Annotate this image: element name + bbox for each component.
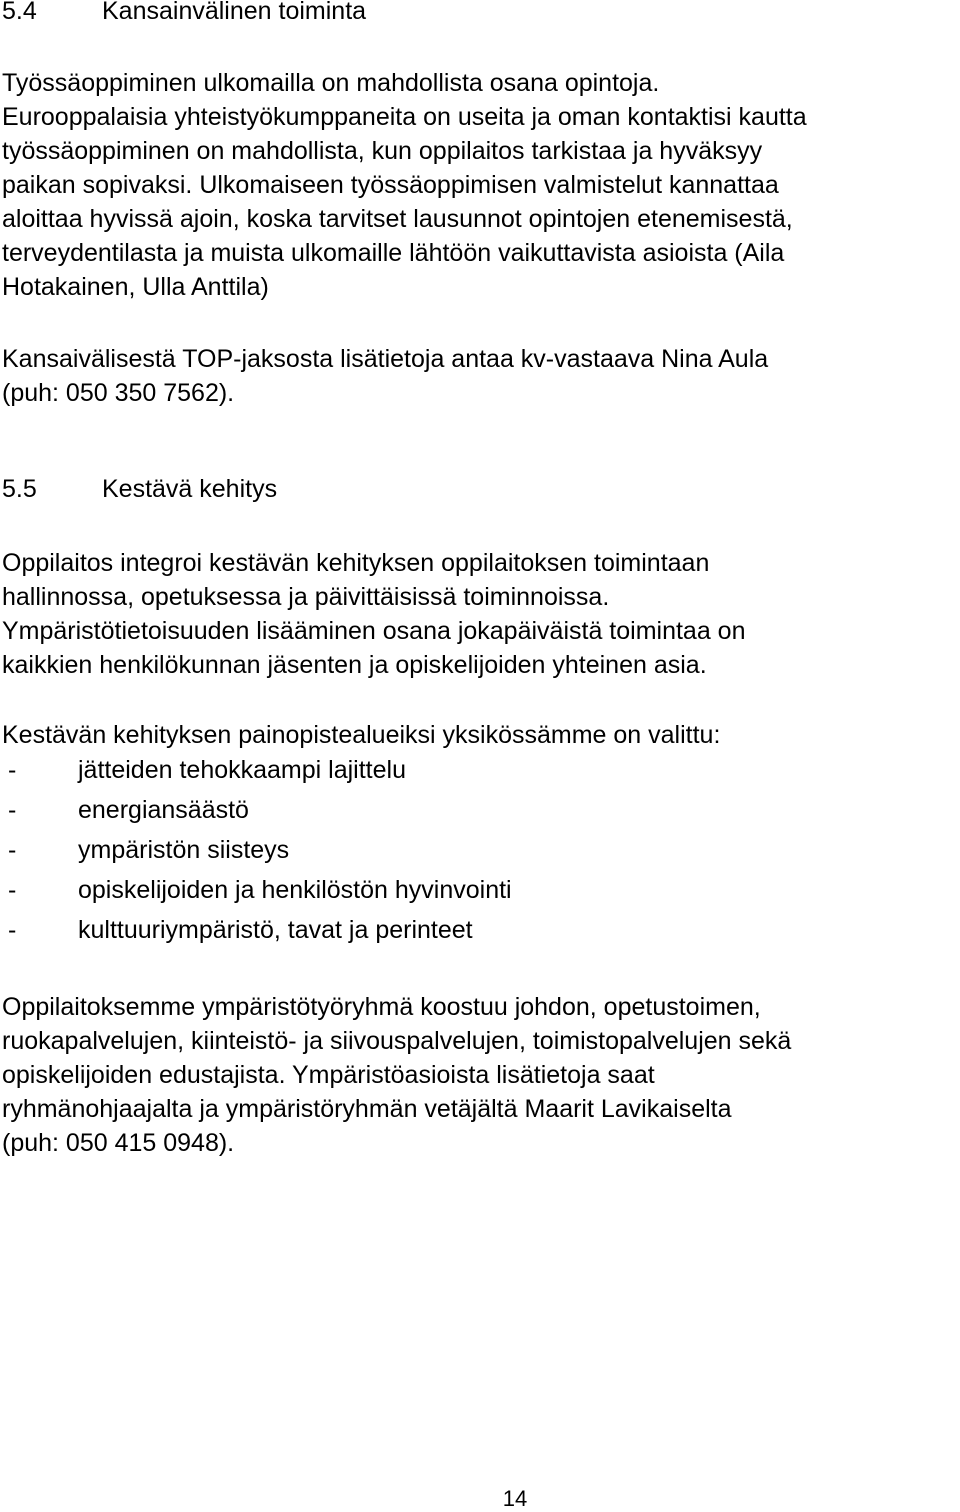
text-line: Työssäoppiminen ulkomailla on mahdollista osana opintoja. (2, 69, 660, 97)
section-heading-5-5 (2, 474, 277, 504)
text-line: opiskelijoiden edustajista. Ympäristöasioista lisätietoja saat (2, 1061, 655, 1089)
focus-areas-list (2, 753, 512, 953)
paragraph-environment-group (2, 990, 952, 1160)
bullet-dash: - (8, 916, 17, 944)
text-line: aloittaa hyvissä ajoin, koska tarvitset lausunnot opintojen etenemisestä, (2, 205, 793, 233)
text-line: Kestävän kehityksen painopistealueiksi yksikössämme on valittu: (2, 721, 721, 749)
text-line: Ympäristötietoisuuden lisääminen osana jokapäiväistä toimintaa on (2, 617, 746, 645)
bullet-dash: - (8, 876, 17, 904)
text-line: hallinnossa, opetuksessa ja päivittäisissä toiminnoissa. (2, 583, 610, 611)
paragraph-sustainability (2, 546, 952, 682)
text-line: kaikkien henkilökunnan jäsenten ja opiskelijoiden yhteinen asia. (2, 651, 707, 679)
text-line: Oppilaitoksemme ympäristötyöryhmä koostuu johdon, opetustoimen, (2, 993, 761, 1021)
section-number: 5.5 (2, 475, 37, 503)
section-title: Kestävä kehitys (102, 475, 278, 503)
list-item (2, 913, 512, 953)
list-item-text: jätteiden tehokkaampi lajittelu (78, 756, 406, 784)
list-item-text: ympäristön siisteys (78, 836, 290, 864)
bullet-dash: - (8, 756, 17, 784)
list-item-text: energiansäästö (78, 796, 249, 824)
list-item (2, 833, 512, 873)
text-line: terveydentilasta ja muista ulkomaille lähtöön vaikuttavista asioista (Aila (2, 239, 785, 267)
list-item-text: kulttuuriympäristö, tavat ja perinteet (78, 916, 473, 944)
list-item (2, 793, 512, 833)
list-item (2, 753, 512, 793)
bullet-dash: - (8, 836, 17, 864)
page-number: 14 (502, 1486, 528, 1511)
text-line: paikan sopivaksi. Ulkomaiseen työssäoppimisen valmistelut kannattaa (2, 171, 779, 199)
text-line: ryhmänohjaajalta ja ympäristöryhmän vetäjältä Maarit Lavikaiselta (2, 1095, 732, 1123)
paragraph-contact-info (2, 342, 952, 410)
text-line: Oppilaitos integroi kestävän kehityksen oppilaitoksen toimintaan (2, 549, 710, 577)
text-line: ruokapalvelujen, kiinteistö- ja siivouspalvelujen, toimistopalvelujen sekä (2, 1027, 792, 1055)
list-item-text: opiskelijoiden ja henkilöstön hyvinvointi (78, 876, 512, 904)
list-intro (2, 718, 952, 752)
text-line: Kansaivälisestä TOP-jaksosta lisätietoja antaa kv-vastaava Nina Aula (2, 345, 769, 373)
text-line: (puh: 050 415 0948). (2, 1129, 235, 1157)
paragraph-work-abroad (2, 66, 952, 304)
text-line: työssäoppiminen on mahdollista, kun oppilaitos tarkistaa ja hyväksyy (2, 137, 763, 165)
text-line: (puh: 050 350 7562). (2, 379, 235, 407)
text-line: Eurooppalaisia yhteistyökumppaneita on useita ja oman kontaktisi kautta (2, 103, 807, 131)
section-heading-5-4 (2, 0, 366, 26)
text-line: Hotakainen, Ulla Anttila) (2, 273, 269, 301)
bullet-dash: - (8, 796, 17, 824)
section-number: 5.4 (2, 0, 37, 25)
list-item (2, 873, 512, 913)
section-title: Kansainvälinen toiminta (102, 0, 367, 25)
